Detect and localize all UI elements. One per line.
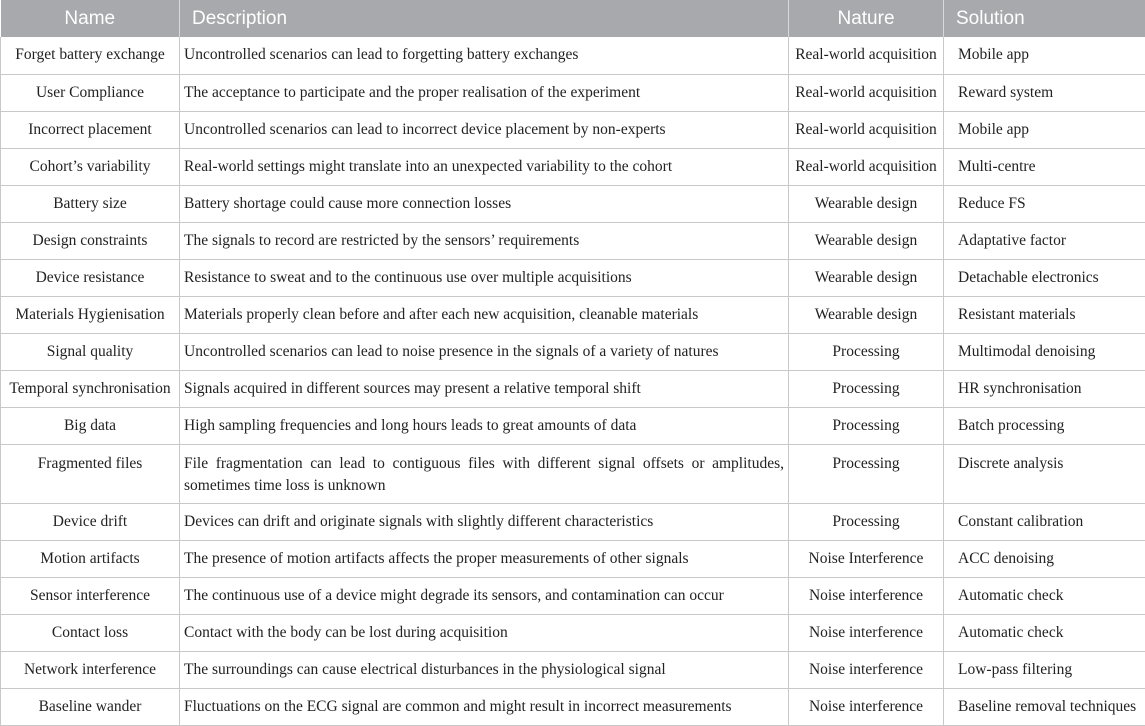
cell-solution: Detachable electronics	[944, 259, 1145, 296]
cell-description: The acceptance to participate and the proper realisation of the experiment	[180, 74, 789, 111]
cell-nature: Noise interference	[789, 688, 944, 725]
table-row	[1, 540, 1145, 577]
table-header	[1, 0, 1145, 37]
cell-description: Real-world settings might translate into an unexpected variability to the cohort	[180, 148, 789, 185]
cell-solution: Low-pass filtering	[944, 651, 1145, 688]
cell-solution: Batch processing	[944, 407, 1145, 444]
cell-description: Uncontrolled scenarios can lead to incorrect device placement by non-experts	[180, 111, 789, 148]
table-row	[1, 577, 1145, 614]
cell-solution: Automatic check	[944, 577, 1145, 614]
table-row	[1, 370, 1145, 407]
cell-name: Sensor interference	[1, 577, 180, 614]
cell-description: File fragmentation can lead to contiguous files with different signal offsets or amplitudes, sometimes time loss is unknown	[180, 444, 789, 503]
cell-name: Temporal synchronisation	[1, 370, 180, 407]
cell-description: Uncontrolled scenarios can lead to forgetting battery exchanges	[180, 37, 789, 74]
cell-nature: Wearable design	[789, 296, 944, 333]
cell-description: Devices can drift and originate signals with slightly different characteristics	[180, 503, 789, 540]
table-row	[1, 222, 1145, 259]
table-row	[1, 111, 1145, 148]
cell-solution: Mobile app	[944, 111, 1145, 148]
cell-nature: Noise interference	[789, 577, 944, 614]
cell-nature: Processing	[789, 407, 944, 444]
cell-solution: Discrete analysis	[944, 444, 1145, 503]
header-solution: Solution	[944, 0, 1145, 37]
header-description: Description	[180, 0, 789, 37]
cell-nature: Noise Interference	[789, 540, 944, 577]
table-row	[1, 185, 1145, 222]
cell-name: Contact loss	[1, 614, 180, 651]
table-row	[1, 259, 1145, 296]
table-row	[1, 614, 1145, 651]
table-row	[1, 333, 1145, 370]
table-body	[1, 37, 1145, 725]
cell-nature: Wearable design	[789, 185, 944, 222]
table-row	[1, 444, 1145, 503]
cell-nature: Processing	[789, 503, 944, 540]
cell-solution: Adaptative factor	[944, 222, 1145, 259]
cell-description: Contact with the body can be lost during acquisition	[180, 614, 789, 651]
table-row	[1, 503, 1145, 540]
cell-name: Cohort’s variability	[1, 148, 180, 185]
cell-nature: Real-world acquisition	[789, 37, 944, 74]
cell-name: Battery size	[1, 185, 180, 222]
table-row	[1, 74, 1145, 111]
cell-nature: Processing	[789, 444, 944, 503]
cell-solution: Mobile app	[944, 37, 1145, 74]
cell-description: Uncontrolled scenarios can lead to noise presence in the signals of a variety of natures	[180, 333, 789, 370]
header-nature: Nature	[789, 0, 944, 37]
cell-description: Signals acquired in different sources may present a relative temporal shift	[180, 370, 789, 407]
cell-solution: HR synchronisation	[944, 370, 1145, 407]
cell-nature: Noise interference	[789, 651, 944, 688]
cell-name: Motion artifacts	[1, 540, 180, 577]
cell-solution: ACC denoising	[944, 540, 1145, 577]
cell-description: The signals to record are restricted by the sensors’ requirements	[180, 222, 789, 259]
cell-solution: Automatic check	[944, 614, 1145, 651]
cell-nature: Real-world acquisition	[789, 148, 944, 185]
cell-name: Baseline wander	[1, 688, 180, 725]
cell-nature: Wearable design	[789, 222, 944, 259]
cell-solution: Baseline removal techniques	[944, 688, 1145, 725]
header-name: Name	[1, 0, 180, 37]
cell-solution: Reduce FS	[944, 185, 1145, 222]
cell-name: Materials Hygienisation	[1, 296, 180, 333]
cell-nature: Wearable design	[789, 259, 944, 296]
cell-name: Network interference	[1, 651, 180, 688]
cell-name: User Compliance	[1, 74, 180, 111]
table-row	[1, 296, 1145, 333]
cell-solution: Constant calibration	[944, 503, 1145, 540]
table-row	[1, 148, 1145, 185]
cell-name: Big data	[1, 407, 180, 444]
cell-description: Fluctuations on the ECG signal are common and might result in incorrect measurements	[180, 688, 789, 725]
cell-name: Device drift	[1, 503, 180, 540]
cell-description: Resistance to sweat and to the continuous use over multiple acquisitions	[180, 259, 789, 296]
cell-name: Design constraints	[1, 222, 180, 259]
header-row	[1, 0, 1145, 37]
cell-name: Device resistance	[1, 259, 180, 296]
cell-description: The continuous use of a device might degrade its sensors, and contamination can occur	[180, 577, 789, 614]
table-row	[1, 37, 1145, 74]
cell-name: Signal quality	[1, 333, 180, 370]
cell-solution: Multi-centre	[944, 148, 1145, 185]
table-row	[1, 407, 1145, 444]
cell-nature: Real-world acquisition	[789, 111, 944, 148]
cell-solution: Resistant materials	[944, 296, 1145, 333]
cell-solution: Reward system	[944, 74, 1145, 111]
cell-description: The presence of motion artifacts affects the proper measurements of other signals	[180, 540, 789, 577]
cell-nature: Processing	[789, 370, 944, 407]
cell-description: High sampling frequencies and long hours leads to great amounts of data	[180, 407, 789, 444]
cell-name: Incorrect placement	[1, 111, 180, 148]
table-row	[1, 688, 1145, 725]
cell-name: Fragmented files	[1, 444, 180, 503]
cell-name: Forget battery exchange	[1, 37, 180, 74]
table-row	[1, 651, 1145, 688]
cell-description: Materials properly clean before and after each new acquisition, cleanable materials	[180, 296, 789, 333]
cell-nature: Noise interference	[789, 614, 944, 651]
cell-description: Battery shortage could cause more connection losses	[180, 185, 789, 222]
cell-solution: Multimodal denoising	[944, 333, 1145, 370]
cell-nature: Processing	[789, 333, 944, 370]
cell-description: The surroundings can cause electrical disturbances in the physiological signal	[180, 651, 789, 688]
cell-nature: Real-world acquisition	[789, 74, 944, 111]
